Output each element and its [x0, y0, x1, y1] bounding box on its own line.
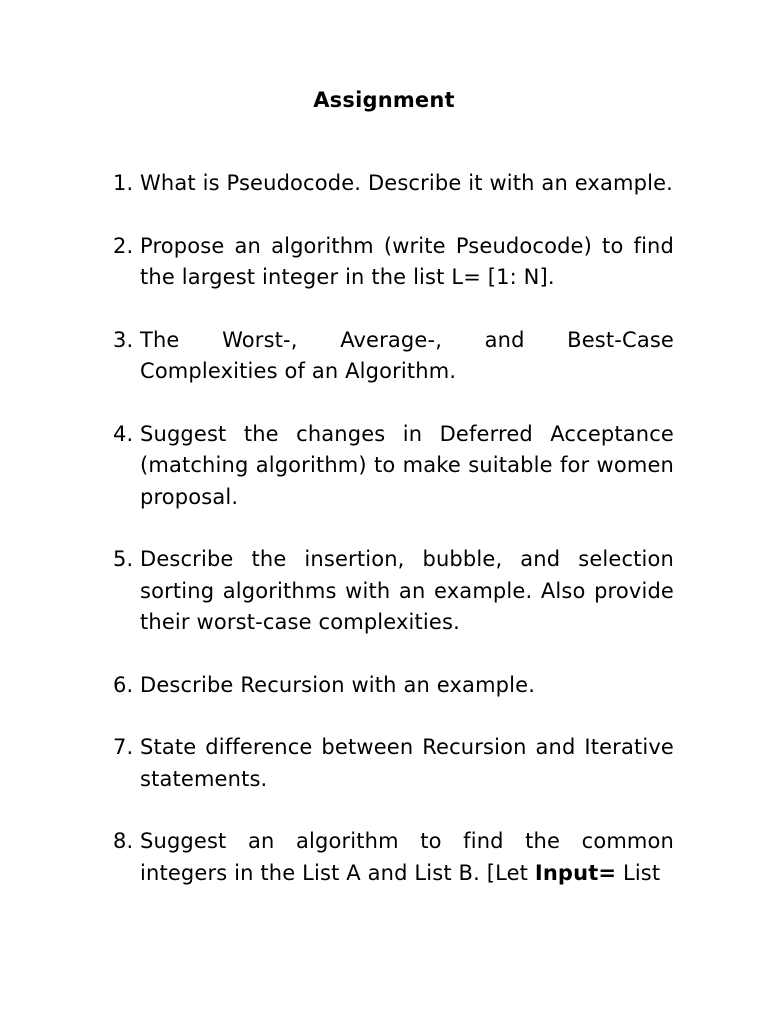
- question-number: 4.: [113, 421, 134, 446]
- question-text: Propose an algorithm (write Pseudocode) to find the largest integer in the list L= [1: N].: [140, 233, 674, 289]
- question-number: 1.: [113, 171, 134, 195]
- question-number: 2.: [113, 233, 134, 258]
- question-item-6: [113, 670, 674, 702]
- question-item-4: [113, 419, 674, 514]
- question-number: 3.: [113, 327, 134, 352]
- page-title: Assignment: [313, 88, 455, 112]
- question-text: [140, 826, 674, 889]
- input-keyword: Input=: [534, 860, 617, 885]
- question-number: 7.: [113, 735, 134, 759]
- question-text: Describe the insertion, bubble, and selection sorting algorithms with an example. Also provide their worst-case complexities.: [140, 547, 674, 634]
- question-item-1: [113, 168, 674, 200]
- question-list: [113, 168, 674, 920]
- question-text: State difference between Recursion and Iterative statements.: [140, 735, 674, 791]
- question-item-7: [113, 732, 674, 795]
- question-number: 5.: [113, 547, 134, 571]
- question-text: The Worst-, Average-, and Best-Case Complexities of an Algorithm.: [140, 327, 674, 383]
- question-text-part: Suggest an algorithm to find the common integers in the List A and List B. [Let: [140, 829, 674, 885]
- question-item-5: [113, 544, 674, 639]
- question-text-part: List: [616, 860, 661, 885]
- question-text: What is Pseudocode. Describe it with an example.: [140, 171, 673, 195]
- question-number: 8.: [113, 829, 134, 853]
- question-number: 6.: [113, 672, 134, 697]
- question-text: Describe Recursion with an example.: [140, 672, 536, 697]
- question-item-2: [113, 231, 674, 294]
- question-item-8: [113, 826, 674, 889]
- question-text: Suggest the changes in Deferred Acceptance (matching algorithm) to make suitable for women proposal.: [140, 421, 674, 509]
- question-item-3: [113, 325, 674, 388]
